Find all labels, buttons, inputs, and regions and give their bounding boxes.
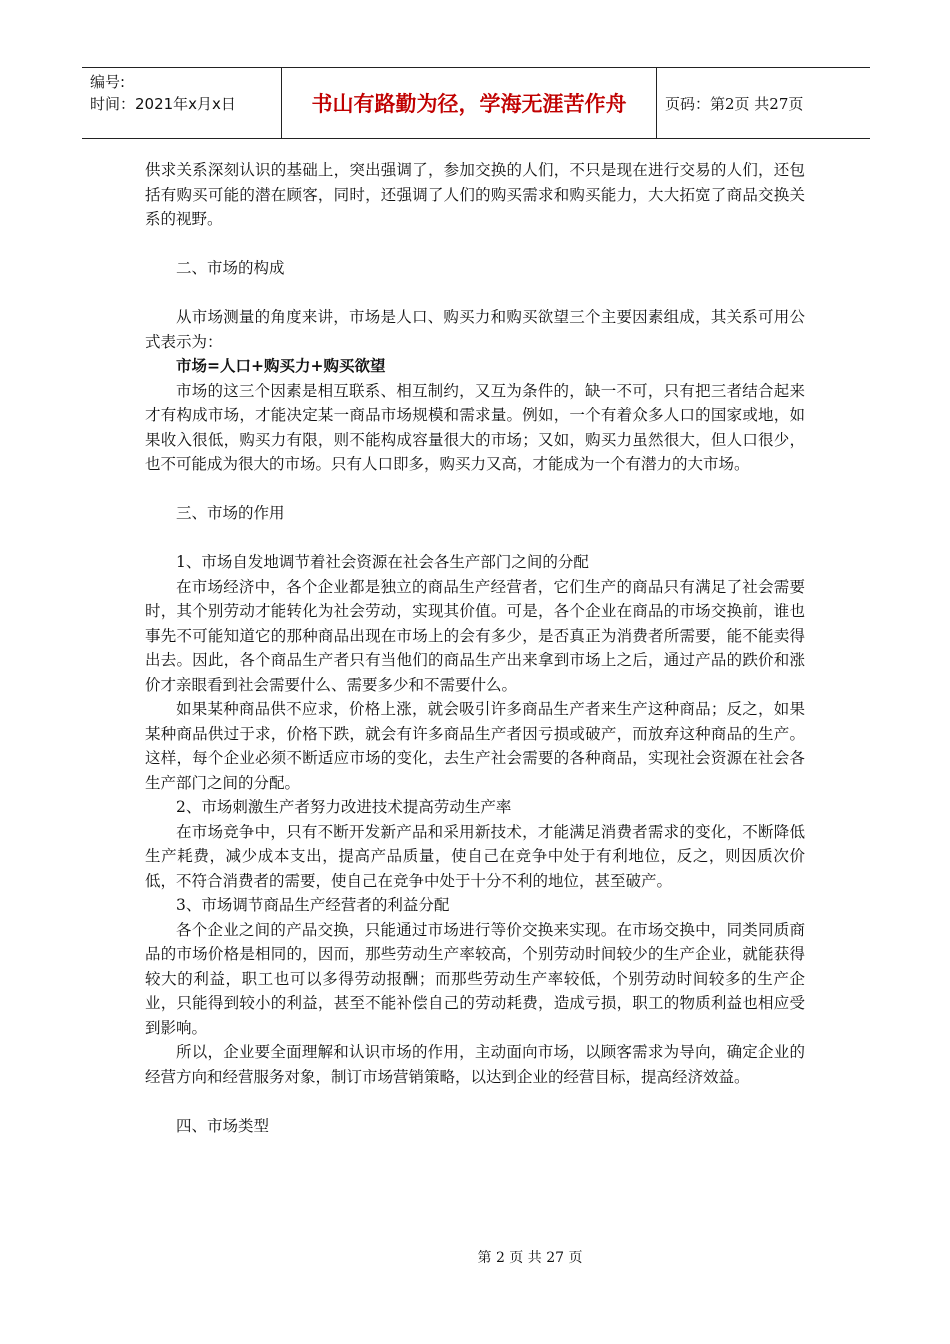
paragraph: 在市场经济中，各个企业都是独立的商品生产经营者，它们生产的商品只有满足了社会需要时，其个别劳动才能转化为社会劳动，实现其价值。可是，各个企业在商品的市场交换前，谁也事先不可能知道它的那种商品出现在市场上的会有多少，是否真正为消费者所需要，能不能卖得出去。因此，各个商品生产者只有当他们的商品生产出来拿到市场上之后，通过产品的跌价和涨价才亲眼看到社会需要什么、需要多少和不需要什么。 (145, 577, 805, 694)
paragraph: 所以，企业要全面理解和认识市场的作用，主动面向市场，以顾客需求为导向，确定企业的经营方向和经营服务对象，制订市场营销策略，以达到企业的经营目标，提高经济效益。 (145, 1043, 805, 1086)
header-page-info: 页码：第2页 共27页 (665, 94, 804, 113)
document-number-label: 编号: (90, 73, 126, 91)
header-motto: 书山有路勤为径，学海无涯苦作舟 (282, 68, 657, 138)
document-date: 时间：2021年x月x日 (90, 95, 236, 113)
subsection-heading: 3、市场调节商品生产经营者的利益分配 (176, 896, 450, 914)
subsection-heading: 1、市场自发地调节着社会资源在社会各生产部门之间的分配 (176, 553, 589, 571)
paragraph: 各个企业之间的产品交换，只能通过市场进行等价交换来实现。在市场交换中，同类同质商品的市场价格是相同的，因而，那些劳动生产率较高，个别劳动时间较少的生产企业，就能获得较大的利益，职工也可以多得劳动报酬；而那些劳动生产率较低，个别劳动时间较多的生产企业，只能得到较小的利益，甚至不能补偿自己的劳动耗费，造成亏损，职工的物质利益也相应受到影响。 (145, 920, 805, 1037)
paragraph: 从市场测量的角度来讲，市场是人口、购买力和购买欲望三个主要因素组成，其关系可用公式表示为： (145, 308, 805, 351)
paragraph: 如果某种商品供不应求，价格上涨，就会吸引许多商品生产者来生产这种商品；反之，如果某种商品供过于求，价格下跌，就会有许多商品生产者因亏损或破产，而放弃这种商品的生产。这样，每个企业必须不断适应市场的变化，去生产社会需要的各种商品，实现社会资源在社会各生产部门之间的分配。 (145, 700, 805, 792)
paragraph: 在市场竞争中，只有不断开发新产品和采用新技术，才能满足消费者需求的变化，不断降低生产耗费，减少成本支出，提高产品质量，使自己在竞争中处于有利地位，反之，则因质次价低，不符合消费者的需要，使自己在竞争中处于十分不利的地位，甚至破产。 (145, 822, 805, 890)
section-heading: 二、市场的构成 (176, 259, 285, 277)
paragraph: 市场的这三个因素是相互联系、相互制约，又互为条件的，缺一不可，只有把三者结合起来才有构成市场，才能决定某一商品市场规模和需求量。例如，一个有着众多人口的国家或地，如果收入很低，购买力有限，则不能构成容量很大的市场；又如，购买力虽然很大，但人口很少，也不可能成为很大的市场。只有人口即多，购买力又高，才能成为一个有潜力的大市场。 (145, 381, 805, 473)
formula: 市场=人口+购买力+购买欲望 (176, 356, 386, 375)
page-footer: 第 2 页 共 27 页 (477, 1250, 583, 1266)
section-heading: 四、市场类型 (176, 1116, 270, 1135)
document-body (145, 158, 805, 1138)
page-header (82, 67, 870, 139)
section-heading: 三、市场的作用 (176, 504, 285, 522)
subsection-heading: 2、市场刺激生产者努力改进技术提高劳动生产率 (176, 798, 512, 816)
header-meta (82, 68, 282, 138)
paragraph: 供求关系深刻认识的基础上，突出强调了，参加交换的人们，不只是现在进行交易的人们，还包括有购买可能的潜在顾客，同时，还强调了人们的购买需求和购买能力，大大拓宽了商品交换关系的视野。 (145, 161, 805, 228)
